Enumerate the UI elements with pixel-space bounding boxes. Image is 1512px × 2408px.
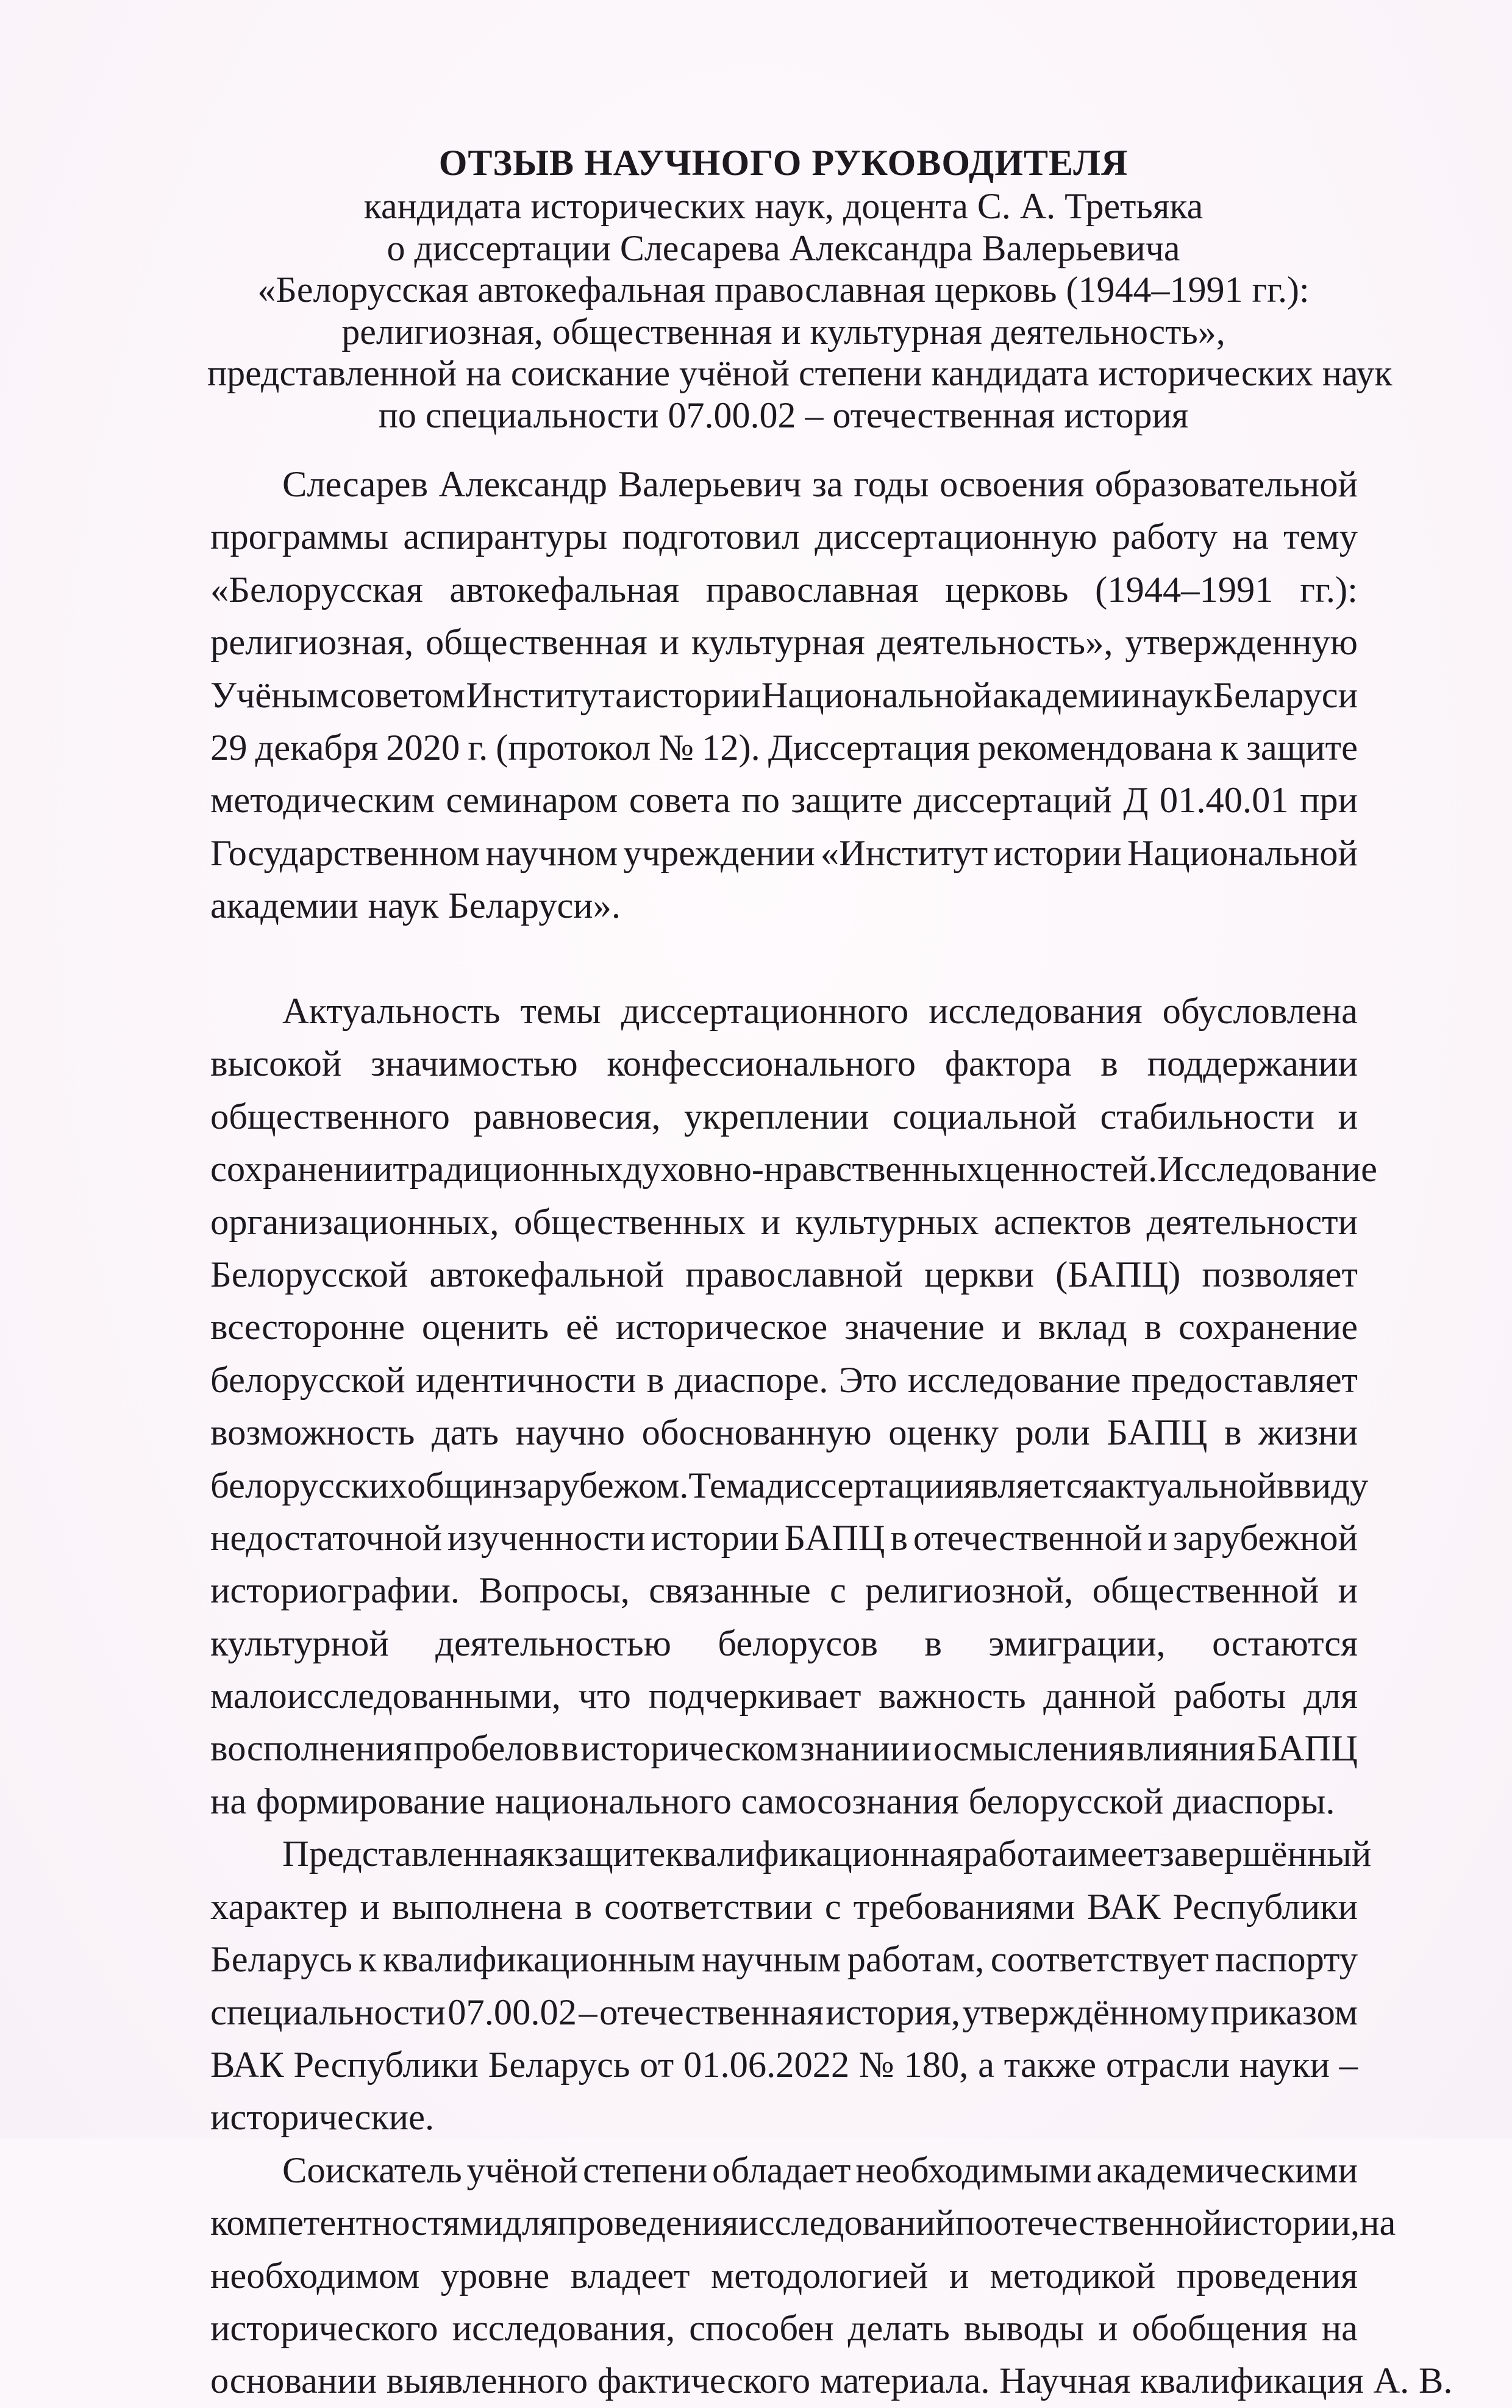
paragraph <box>210 2145 1453 2408</box>
text-line: Учёным советом Института истории Национальной академии наук Беларуси <box>210 674 1358 716</box>
text-line: белорусских общин за рубежом. Тема диссертации является актуальной ввиду <box>210 1465 1369 1506</box>
text-line: необходимом уровне владеет методологией и методикой проведения <box>210 2255 1358 2296</box>
text-line: религиозная, общественная и культурная деятельность», утвержденную <box>210 622 1358 663</box>
paragraph <box>210 1828 1372 2144</box>
paragraph <box>210 985 1377 1828</box>
text-line: малоисследованными, что подчеркивает важность данной работы для <box>210 1676 1358 1717</box>
text-line: восполнения пробелов в историческом знании и осмысления влияния БАПЦ <box>210 1728 1358 1770</box>
text-line: высокой значимостью конфессионального фактора в поддержании <box>210 1043 1358 1085</box>
text-line: Соискатель учёной степени обладает необходимыми академическими <box>282 2149 1358 2191</box>
text-line: академии наук Беларуси». <box>210 885 621 927</box>
text-line: компетентностями для проведения исследований по отечественной истории, на <box>210 2203 1396 2244</box>
document-header <box>207 141 1393 436</box>
text-line: основании выявленного фактического материала. Научная квалификация А. В. <box>210 2360 1453 2402</box>
text-line: историографии. Вопросы, связанные с религиозной, общественной и <box>210 1570 1358 1612</box>
text-line: организационных, общественных и культурных аспектов деятельности <box>210 1201 1358 1243</box>
text-line: на формирование национального самосознания белорусской диаспоры. <box>210 1781 1335 1822</box>
text-line: общественного равновесия, укреплении социальной стабильности и <box>210 1096 1358 1137</box>
text-line: Слесарев Александр Валерьевич за годы освоения образовательной <box>282 464 1358 505</box>
text-line: всесторонне оценить её историческое значение и вклад в сохранение <box>210 1307 1358 1348</box>
text-line: ВАК Республики Беларусь от 01.06.2022 № 180, а также отрасли науки – <box>210 2044 1358 2085</box>
subtitle-line: представленной на соискание учёной степени кандидата исторических наук <box>207 353 1393 393</box>
text-line: Представленная к защите квалификационная работа имеет завершённый <box>282 1834 1372 1875</box>
subtitle-line: «Белорусская автокефальная православная церковь (1944–1991 гг.): <box>257 270 1310 310</box>
text-line: сохранении традиционных духовно-нравственных ценностей. Исследование <box>210 1149 1377 1190</box>
subtitle-line: кандидата исторических наук, доцента С. А. Третьяка <box>363 186 1204 226</box>
text-line: 29 декабря 2020 г. (протокол № 12). Диссертация рекомендована к защите <box>210 727 1358 768</box>
text-line: программы аспирантуры подготовил диссертационную работу на тему <box>210 516 1358 558</box>
text-line: характер и выполнена в соответствии с требованиями ВАК Республики <box>210 1886 1358 1927</box>
text-line: исторические. <box>210 2097 435 2138</box>
text-line: Белорусской автокефальной православной церкви (БАПЦ) позволяет <box>210 1254 1358 1295</box>
text-line: методическим семинаром совета по защите диссертаций Д 01.40.01 при <box>210 780 1358 821</box>
paragraph <box>210 459 1358 933</box>
text-line: недостаточной изученности истории БАПЦ в отечественной и зарубежной <box>210 1517 1358 1559</box>
subtitle-line: по специальности 07.00.02 – отечественная история <box>378 395 1189 435</box>
document-title: ОТЗЫВ НАУЧНОГО РУКОВОДИТЕЛЯ <box>438 143 1129 183</box>
text-line: специальности 07.00.02 – отечественная история, утверждённому приказом <box>210 1992 1358 2033</box>
text-line: возможность дать научно обоснованную оценку роли БАПЦ в жизни <box>210 1412 1358 1454</box>
subtitle-line: религиозная, общественная и культурная деятельность», <box>341 311 1225 352</box>
subtitle-line: о диссертации Слесарева Александра Валерьевича <box>387 227 1180 268</box>
text-line: исторического исследования, способен делать выводы и обобщения на <box>210 2307 1358 2349</box>
text-line: белорусской идентичности в диаспоре. Это исследование предоставляет <box>210 1359 1358 1401</box>
text-line: культурной деятельностью белорусов в эмиграции, остаются <box>210 1623 1358 1664</box>
text-line: Государственном научном учреждении «Институт истории Национальной <box>210 832 1358 874</box>
text-line: Беларусь к квалификационным научным работам, соответствует паспорту <box>210 1939 1358 1981</box>
text-line: Актуальность темы диссертационного исследования обусловлена <box>282 991 1358 1032</box>
text-line: «Белорусская автокефальная православная церковь (1944–1991 гг.): <box>210 569 1358 610</box>
